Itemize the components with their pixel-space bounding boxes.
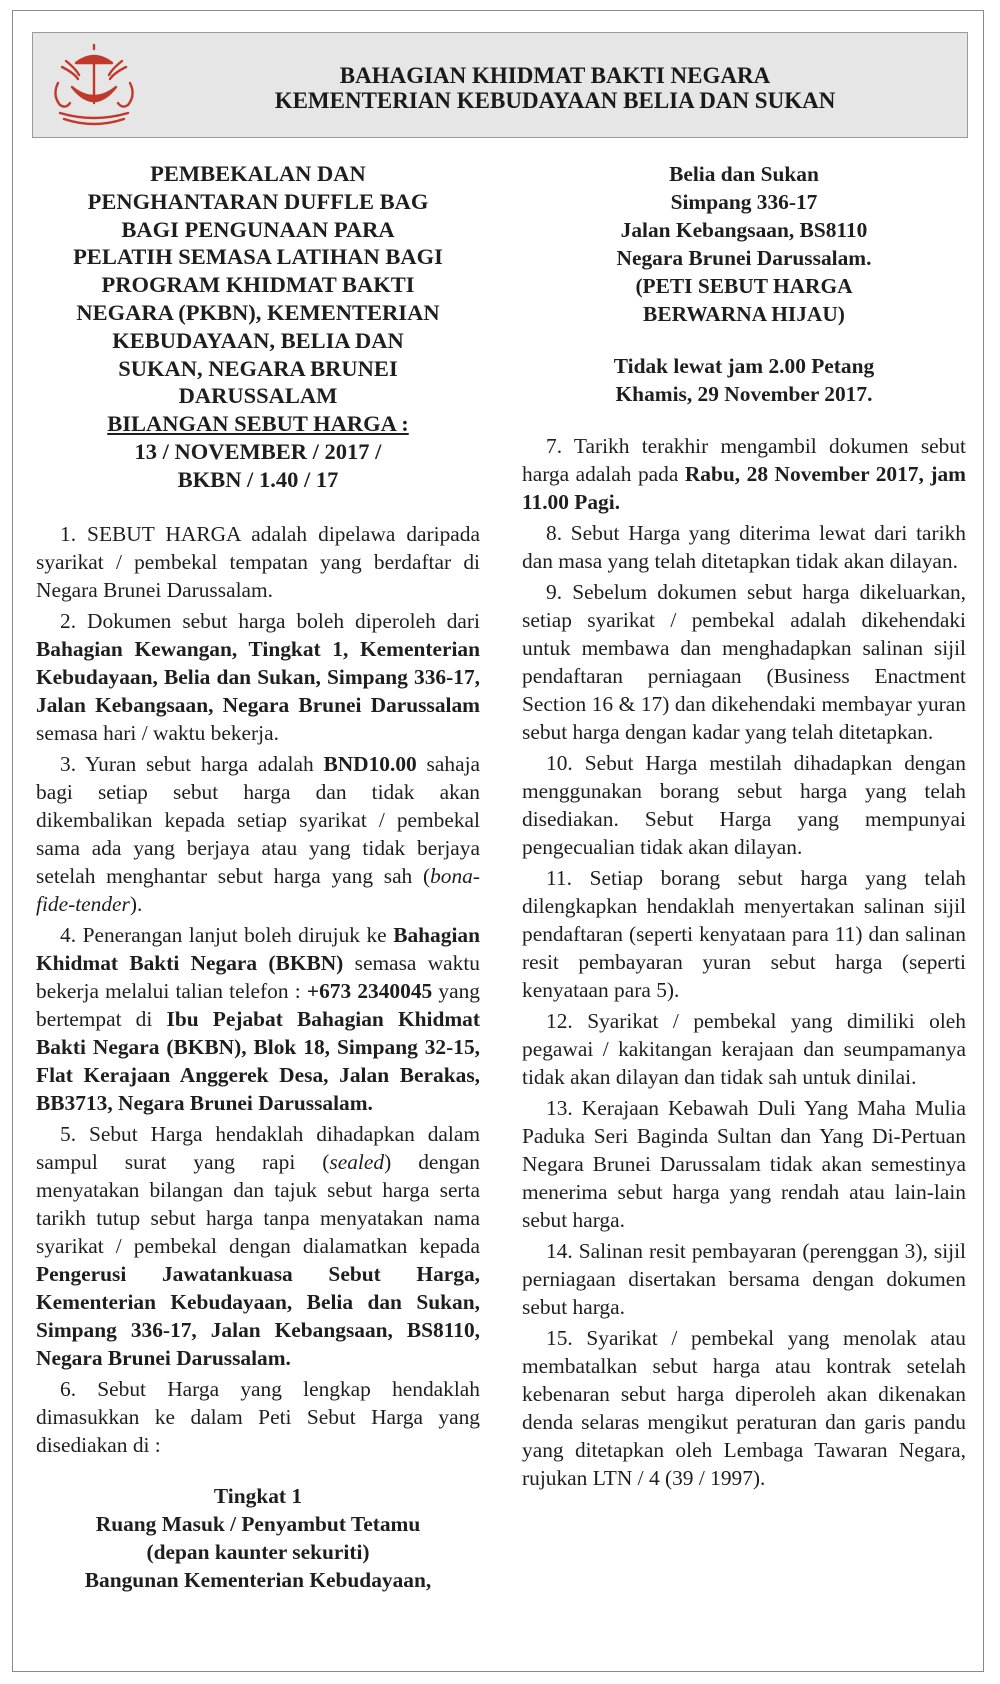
left-column <box>36 160 480 1594</box>
paragraph-8: 8. Sebut Harga yang diterima lewat dari tarikh dan masa yang telah ditetapkan tidak akan dilayan. <box>522 521 966 573</box>
paragraph-11: 11. Setiap borang sebut harga yang telah dilengkapkan hendaklah menyertakan salinan sijil pendaftaran (seperti kenyataan para 11) dan salinan resit pembayaran yuran sebut harga (seperti kenyataan para 5). <box>522 866 966 1002</box>
paragraph-6: 6. Sebut Harga yang lengkap hendaklah dimasukkan ke dalam Peti Sebut Harga yang disediakan di : <box>36 1376 480 1457</box>
title-line: PELATIH SEMASA LATIHAN BAGI <box>73 244 443 270</box>
paragraph-15: 15. Syarikat / pembekal yang menolak atau membatalkan sebut harga atau kontrak setelah kebenaran sebut harga diperoleh akan dikenakan denda selaras mengikut peraturan dan garis pandu yang ditetapkan oleh Lembaga Tawaran Negara, rujukan LTN / 4 (39 / 1997). <box>522 1326 966 1490</box>
title-line: BAGI PENGUNAAN PARA <box>121 216 395 242</box>
notice-title <box>36 160 480 494</box>
header-line-1: BAHAGIAN KHIDMAT BAKTI NEGARA <box>339 63 771 88</box>
right-column <box>522 160 966 1495</box>
title-line: SUKAN, NEGARA BRUNEI <box>118 355 398 381</box>
address-line: (PETI SEBUT HARGA <box>635 274 853 298</box>
reference-number-2: BKBN / 1.40 / 17 <box>177 466 339 492</box>
title-line: NEGARA (PKBN), KEMENTERIAN <box>76 299 440 325</box>
title-line: DARUSSALAM <box>178 383 338 409</box>
reference-number-1: 13 / NOVEMBER / 2017 / <box>134 438 382 464</box>
address-line: Tingkat 1 <box>213 1483 303 1508</box>
tender-box-address-cont <box>522 160 966 328</box>
address-line: Negara Brunei Darussalam. <box>616 246 872 270</box>
paragraph-14: 14. Salinan resit pembayaran (perenggan 3), sijil perniagaan disertakan bersama dengan dokumen sebut harga. <box>522 1239 966 1319</box>
address-line: Jalan Kebangsaan, BS8110 <box>620 218 868 242</box>
address-line: (depan kaunter sekuriti) <box>146 1539 370 1564</box>
paragraph-7: 7. Tarikh terakhir mengambil dokumen sebut harga adalah pada Rabu, 28 November 2017, jam 11.00 Pagi. <box>522 434 967 514</box>
address-line: Ruang Masuk / Penyambut Tetamu <box>95 1511 421 1536</box>
paragraph-12: 12. Syarikat / pembekal yang dimiliki oleh pegawai / kakitangan kerajaan dan seumpamanya tidak akan dilayan dan tidak sah untuk dinilai. <box>522 1009 966 1089</box>
reference-label: BILANGAN SEBUT HARGA : <box>107 411 409 437</box>
title-line: PENGHANTARAN DUFFLE BAG <box>87 188 429 214</box>
title-line: PEMBEKALAN DAN <box>150 161 366 186</box>
brunei-crest-icon <box>46 43 142 129</box>
paragraph-2: 2. Dokumen sebut harga boleh diperoleh dari Bahagian Kewangan, Tingkat 1, Kementerian Kebudayaan, Belia dan Sukan, Simpang 336-17, Jalan Kebangsaan, Negara Brunei Darussalam semasa hari / waktu bekerja. <box>36 608 480 745</box>
closing-deadline <box>522 352 966 408</box>
title-line: PROGRAM KHIDMAT BAKTI <box>101 272 415 298</box>
address-line: Simpang 336-17 <box>670 190 818 214</box>
paragraph-5: 5. Sebut Harga hendaklah dihadapkan dalam sampul surat yang rapi (sealed) dengan menyatakan bilangan dan tajuk sebut harga serta tarikh tutup sebut harga tanpa menyatakan nama syarikat / pembekal dengan dialamatkan kepada Pengerusi Jawatankuasa Sebut Harga, Kementerian Kebudayaan, Belia dan Sukan, Simpang 336-17, Jalan Kebangsaan, BS8110, Negara Brunei Darussalam. <box>36 1121 480 1370</box>
paragraph-3: 3. Yuran sebut harga adalah BND10.00 sahaja bagi setiap sebut harga dan tidak akan dikembalikan kepada setiap syarikat / pembekal sama ada yang berjaya atau yang tidak berjaya setelah menghantar sebut harga yang sah (bona-fide-tender). <box>36 751 481 916</box>
tender-box-address <box>36 1482 480 1594</box>
header-banner <box>32 32 968 138</box>
header-line-2: KEMENTERIAN KEBUDAYAAN BELIA DAN SUKAN <box>274 88 836 113</box>
address-line: Bangunan Kementerian Kebudayaan, <box>84 1567 432 1592</box>
address-line: Belia dan Sukan <box>669 162 819 186</box>
paragraph-4: 4. Penerangan lanjut boleh dirujuk ke Bahagian Khidmat Bakti Negara (BKBN) semasa waktu bekerja melalui talian telefon : +673 2340045 yang bertempat di Ibu Pejabat Bahagian Khidmat Bakti Negara (BKBN), Blok 18, Simpang 32-15, Flat Kerajaan Anggerek Desa, Jalan Berakas, BB3713, Negara Brunei Darussalam. <box>36 922 480 1115</box>
paragraph-10: 10. Sebut Harga mestilah dihadapkan dengan menggunakan borang sebut harga yang telah disediakan. Sebut Harga yang mempunyai pengecualian tidak akan dilayan. <box>522 751 966 859</box>
deadline-line: Tidak lewat jam 2.00 Petang <box>613 354 875 378</box>
deadline-line: Khamis, 29 November 2017. <box>615 382 873 406</box>
paragraph-13: 13. Kerajaan Kebawah Duli Yang Maha Mulia Paduka Seri Baginda Sultan dan Yang Di-Pertuan Negara Brunei Darussalam tidak akan semestinya menerima sebut harga yang rendah atau lain-lain sebut harga. <box>522 1096 966 1232</box>
title-line: KEBUDAYAAN, BELIA DAN <box>112 327 404 353</box>
address-line: BERWARNA HIJAU) <box>643 302 845 326</box>
paragraph-1: 1. SEBUT HARGA adalah dipelawa daripada syarikat / pembekal tempatan yang berdaftar di Negara Brunei Darussalam. <box>36 521 480 602</box>
paragraph-9: 9. Sebelum dokumen sebut harga dikeluarkan, setiap syarikat / pembekal adalah dikehendaki untuk membawa dan menghadapkan salinan sijil pendaftaran perniagaan (Business Enactment Section 16 & 17) dan dikehendaki membayar yuran sebut harga dengan kadar yang telah ditetapkan. <box>522 580 966 744</box>
